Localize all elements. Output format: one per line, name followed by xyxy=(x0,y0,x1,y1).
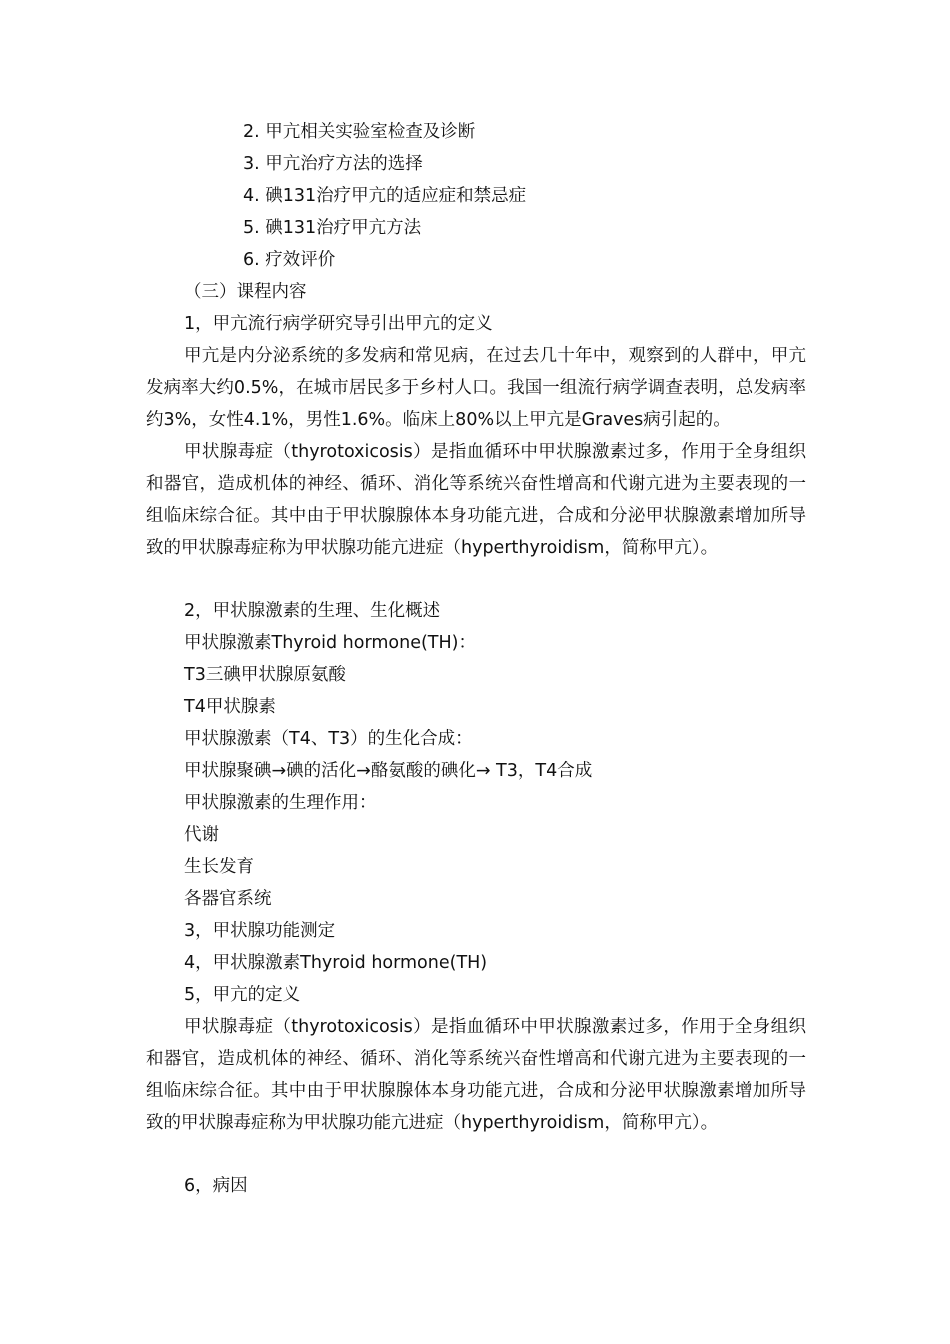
list-item: 3. 甲亢治疗方法的选择 xyxy=(243,154,423,174)
list-item: 2. 甲亢相关实验室检查及诊断 xyxy=(243,122,476,142)
paragraph: 甲状腺毒症（thyrotoxicosis）是指血循环中甲状腺激素过多，作用于全身组织和器官，造成机体的神经、循环、消化等系统兴奋性增高和代谢亢进为主要表现的一组临床综合征。其中由于甲状腺腺体本身功能亢进，合成和分泌甲状腺激素增加所导致的甲状腺毒症称为甲状腺功能亢进症（hyperthyroidism，简称甲亢）。 xyxy=(146,1017,806,1133)
text-line: 甲状腺激素的生理作用： xyxy=(184,793,377,813)
text-line: T3三碘甲状腺原氨酸 xyxy=(184,665,346,685)
text-line: T4甲状腺素 xyxy=(184,697,276,717)
subsection-heading: 3，甲状腺功能测定 xyxy=(184,921,336,941)
list-item: 4. 碘131治疗甲亢的适应症和禁忌症 xyxy=(243,186,527,206)
subsection-heading: 1，甲亢流行病学研究导引出甲亢的定义 xyxy=(184,314,493,334)
text-line: 甲状腺聚碘→碘的活化→酪氨酸的碘化→ T3，T4合成 xyxy=(184,761,593,781)
subsection-heading: 2，甲状腺激素的生理、生化概述 xyxy=(184,601,441,621)
subsection-heading: 6，病因 xyxy=(184,1176,248,1196)
list-item: 5. 碘131治疗甲亢方法 xyxy=(243,218,422,238)
text-line: 甲状腺激素Thyroid hormone(TH)： xyxy=(184,633,476,653)
paragraph: 甲状腺毒症（thyrotoxicosis）是指血循环中甲状腺激素过多，作用于全身组织和器官，造成机体的神经、循环、消化等系统兴奋性增高和代谢亢进为主要表现的一组临床综合征。其中由于甲状腺腺体本身功能亢进，合成和分泌甲状腺激素增加所导致的甲状腺毒症称为甲状腺功能亢进症（hyperthyroidism，简称甲亢）。 xyxy=(146,442,806,558)
subsection-heading: 4，甲状腺激素Thyroid hormone(TH) xyxy=(184,953,488,973)
section-heading: （三）课程内容 xyxy=(184,282,307,302)
paragraph: 甲亢是内分泌系统的多发病和常见病，在过去几十年中，观察到的人群中，甲亢发病率大约0.5%，在城市居民多于乡村人口。我国一组流行病学调查表明，总发病率约3%，女性4.1%，男性1.6%。临床上80%以上甲亢是Graves病引起的。 xyxy=(146,346,806,430)
text-line: 各器官系统 xyxy=(184,889,272,909)
text-line: 生长发育 xyxy=(184,857,254,877)
list-item: 6. 疗效评价 xyxy=(243,250,336,270)
text-line: 代谢 xyxy=(184,825,219,845)
subsection-heading: 5，甲亢的定义 xyxy=(184,985,301,1005)
text-line: 甲状腺激素（T4、T3）的生化合成： xyxy=(184,729,473,749)
